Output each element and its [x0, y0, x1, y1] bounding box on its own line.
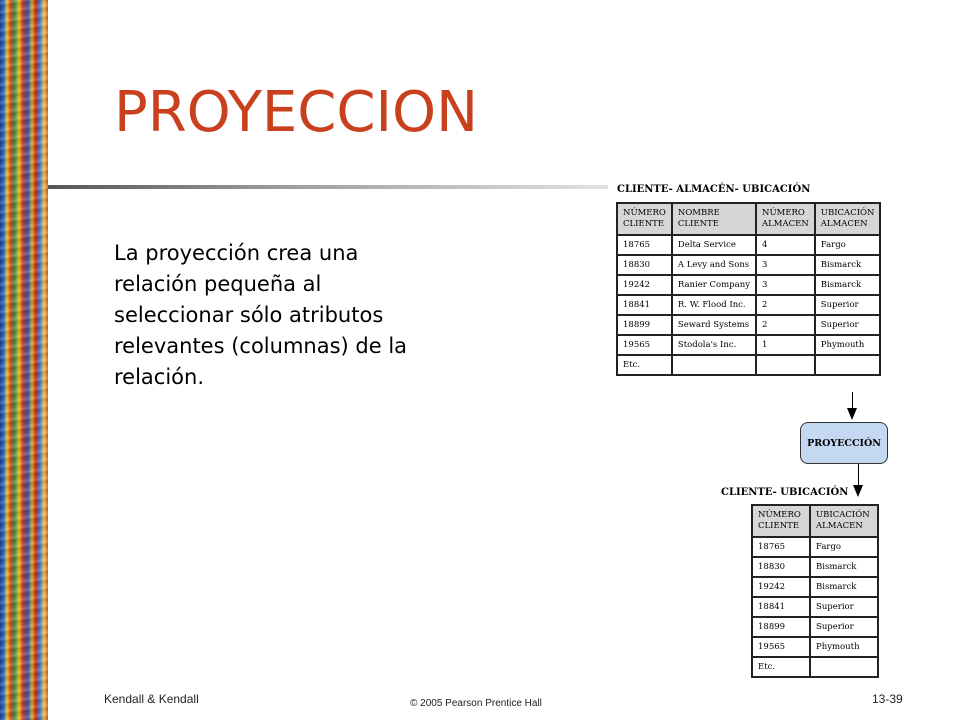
table-row	[752, 557, 878, 577]
table-row	[752, 637, 878, 657]
table1-caption: CLIENTE- ALMACÉN- UBICACIÓN	[617, 184, 811, 195]
table-cell: 18841	[752, 597, 810, 617]
slide-title: PROYECCION	[114, 80, 478, 145]
table-cell: Stodola's Inc.	[672, 335, 756, 355]
relation-table-cliente-almacen-ubicacion	[616, 202, 881, 376]
table-cell: 18765	[752, 537, 810, 557]
table-row	[617, 275, 880, 295]
table-row	[617, 315, 880, 335]
table-row	[617, 355, 880, 375]
table-cell: 19565	[752, 637, 810, 657]
table-cell: Superior	[815, 315, 881, 335]
table2-caption: CLIENTE- UBICACIÓN	[721, 487, 849, 498]
table-cell: Seward Systems	[672, 315, 756, 335]
table-cell: 18830	[752, 557, 810, 577]
table-cell	[756, 355, 815, 375]
table-row	[617, 255, 880, 275]
relation-table-cliente-ubicacion	[751, 504, 879, 678]
table-row	[617, 235, 880, 255]
table-cell: R. W. Flood Inc.	[672, 295, 756, 315]
table-cell: 1	[756, 335, 815, 355]
arrow-to-result-line	[858, 464, 859, 486]
table-row	[617, 295, 880, 315]
table-row	[752, 617, 878, 637]
table1-header-cell: UBICACIÓN ALMACEN	[815, 203, 881, 235]
table-cell	[815, 355, 881, 375]
table-cell: Superior	[810, 617, 878, 637]
table-cell: Superior	[810, 597, 878, 617]
table-cell: Phymouth	[815, 335, 881, 355]
table-cell: Phymouth	[810, 637, 878, 657]
table-row	[617, 335, 880, 355]
table-cell: Delta Service	[672, 235, 756, 255]
table-cell: A Levy and Sons	[672, 255, 756, 275]
table-cell: 18765	[617, 235, 672, 255]
arrow-to-result-head	[853, 485, 863, 497]
footer-author: Kendall & Kendall	[104, 692, 199, 706]
slide-body-text: La proyección crea una relación pequeña al seleccionar sólo atributos relevantes (columnas) de la relación.	[114, 241, 408, 389]
table-cell: 2	[756, 315, 815, 335]
table-cell: Etc.	[617, 355, 672, 375]
table2-body	[752, 537, 878, 677]
table-cell: Fargo	[815, 235, 881, 255]
table-cell: 18841	[617, 295, 672, 315]
footer-copyright: © 2005 Pearson Prentice Hall	[410, 698, 542, 709]
table-cell	[672, 355, 756, 375]
decorative-stripe	[0, 0, 48, 720]
table2-header-cell: NÚMERO CLIENTE	[752, 505, 810, 537]
table-cell: Fargo	[810, 537, 878, 557]
table-cell: 3	[756, 275, 815, 295]
table-row	[752, 537, 878, 557]
table-cell: Bismarck	[815, 255, 881, 275]
table-cell: Etc.	[752, 657, 810, 677]
table1-body	[617, 235, 880, 375]
table-row	[752, 597, 878, 617]
table-cell: Superior	[815, 295, 881, 315]
table-cell: 19242	[617, 275, 672, 295]
table-cell	[810, 657, 878, 677]
table1-header-cell: NOMBRE CLIENTE	[672, 203, 756, 235]
arrow-to-projection-head	[847, 408, 857, 420]
table-cell: 18830	[617, 255, 672, 275]
table-cell: 19242	[752, 577, 810, 597]
table1-header-cell: NÚMERO CLIENTE	[617, 203, 672, 235]
title-divider	[48, 185, 608, 189]
table1-header-cell: NÚMERO ALMACEN	[756, 203, 815, 235]
projection-operation-box: PROYECCIÓN	[800, 422, 888, 464]
table-cell: 4	[756, 235, 815, 255]
table-row	[752, 657, 878, 677]
table-cell: 18899	[752, 617, 810, 637]
table-cell: 19565	[617, 335, 672, 355]
table-cell: 2	[756, 295, 815, 315]
table-cell: 3	[756, 255, 815, 275]
table-cell: 18899	[617, 315, 672, 335]
table-cell: Bismarck	[815, 275, 881, 295]
footer-page-number: 13-39	[872, 692, 903, 706]
table-cell: Ranier Company	[672, 275, 756, 295]
table2-header-cell: UBICACIÓN ALMACEN	[810, 505, 878, 537]
table-cell: Bismarck	[810, 557, 878, 577]
table-cell: Bismarck	[810, 577, 878, 597]
table-row	[752, 577, 878, 597]
